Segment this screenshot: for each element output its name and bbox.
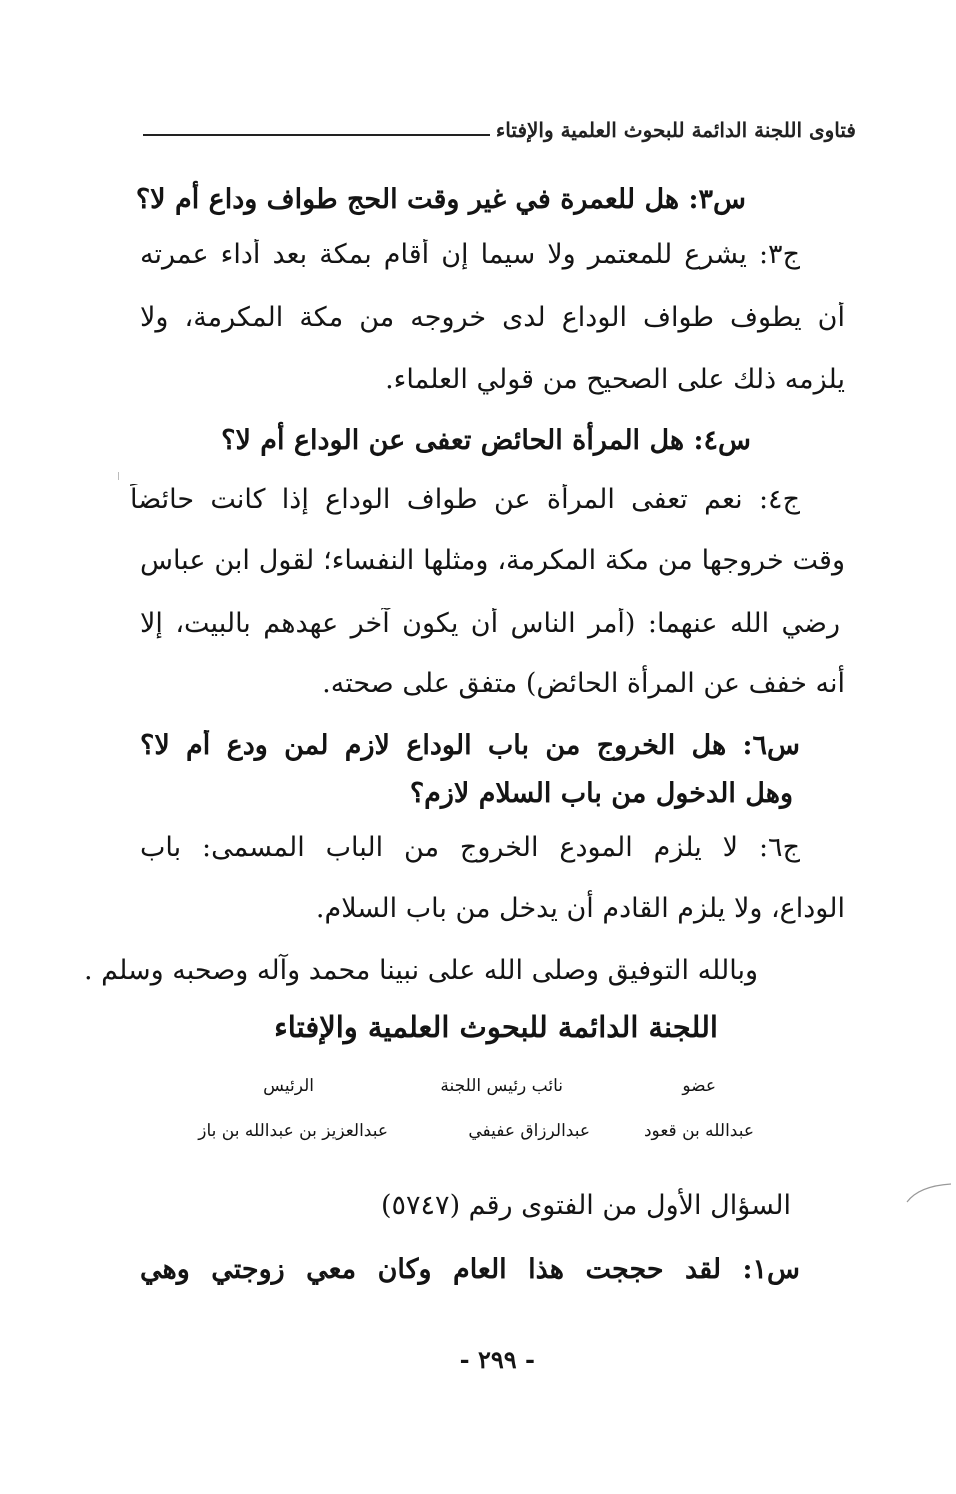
page-number: - ٢٩٩ - [459, 1345, 535, 1374]
scan-margin-mark [905, 1180, 953, 1206]
answer-6-line-1: ج٦: لا يلزم المودع الخروج من الباب المسمى: باب [140, 832, 800, 863]
question-4: س٤: هل المرأة الحائض تعفى عن الوداع أم لا؟ [221, 425, 751, 456]
answer-4-line-3: رضي الله عنهما: (أمر الناس أن يكون آخر عهدهم بالبيت، إلا [140, 608, 840, 639]
answer-3-line-1: ج٣: يشرع للمعتمر ولا سيما إن أقام بمكة بعد أداء عمرته [140, 239, 800, 270]
next-fatwa-question: س١: لقد حججت هذا العام وكان معي زوجتي وهي [140, 1254, 800, 1285]
committee-title: اللجنة الدائمة للبحوث العلمية والإفتاء [274, 1010, 718, 1044]
signatory-name-member: عبدالله بن قعود [643, 1121, 754, 1141]
answer-3-line-3: يلزمه ذلك على الصحيح من قولي العلماء. [385, 364, 845, 395]
question-6-line-2: وهل الدخول من باب السلام لازم؟ [409, 778, 793, 809]
answer-4-line-4: أنه خفف عن المرأة الحائض) متفق على صحته. [322, 668, 845, 699]
scan-speck [118, 472, 120, 480]
question-6-line-1: س٦: هل الخروج من باب الوداع لازم لمن ودع أم لا؟ [140, 730, 800, 761]
signatory-role-vice-president: نائب رئيس اللجنة [440, 1076, 563, 1096]
next-fatwa-heading: السؤال الأول من الفتوى رقم (٥٧٤٧) [381, 1190, 791, 1221]
answer-4-line-2: وقت خروجها من مكة المكرمة، ومثلها النفساء؛ لقول ابن عباس [140, 545, 845, 576]
answer-6-line-2: الوداع، ولا يلزم القادم أن يدخل من باب السلام. [315, 893, 845, 924]
answer-3-line-2: أن يطوف طواف الوداع لدى خروجه من مكة المكرمة، ولا [140, 302, 845, 333]
signatory-name-president: عبدالعزيز بن عبدالله بن باز [198, 1121, 388, 1141]
running-header: فتاوى اللجنة الدائمة للبحوث العلمية والإفتاء [495, 118, 856, 142]
answer-4-line-1: ج٤: نعم تعفى المرأة عن طواف الوداع إذا كانت حائضاً [130, 484, 800, 515]
header-rule [143, 134, 490, 136]
question-3: س٣: هل للعمرة في غير وقت الحج طواف وداع أم لا؟ [135, 184, 746, 215]
signatory-role-president: الرئيس [263, 1076, 314, 1096]
signatory-role-member: عضو [682, 1076, 716, 1096]
closing-formula: وبالله التوفيق وصلى الله على نبينا محمد وآله وصحبه وسلم . [83, 955, 758, 986]
signatory-name-vice-president: عبدالرزاق عفيفي [468, 1121, 590, 1141]
